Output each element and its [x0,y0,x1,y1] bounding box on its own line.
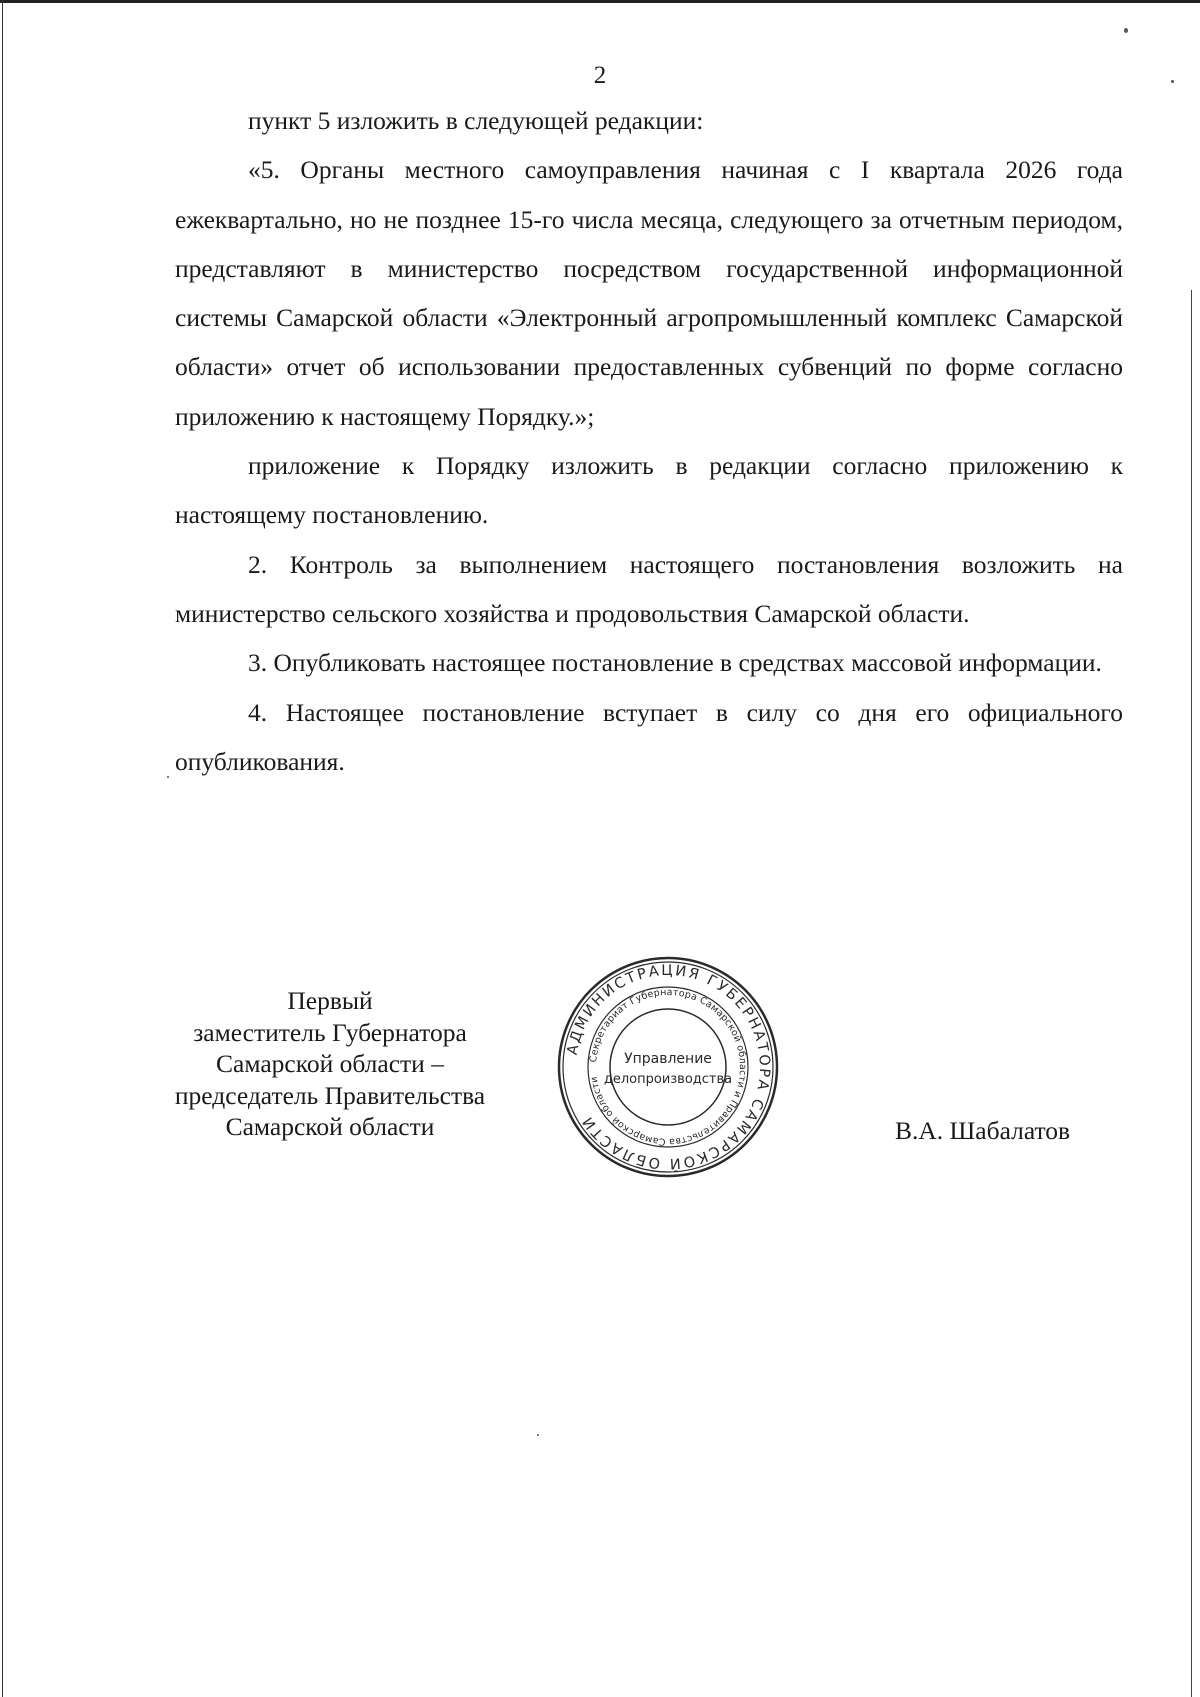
page-left-edge [2,0,3,1697]
official-stamp [556,955,780,1179]
page-number: 2 [593,62,607,89]
stamp-inner-ring [610,1009,726,1125]
signatory-name: В.А. Шабалатов [895,1116,1071,1145]
signatory-position-line: Первый [287,986,373,1015]
signatory-position-line: заместитель Губернатора [193,1017,467,1047]
page-right-edge [1191,290,1192,1697]
stamp-center-line-2: делопроизводства [603,1072,733,1087]
document-body [175,96,1123,786]
page-top-edge [0,0,1200,3]
paragraph-3-publish: 3. Опубликовать настоящее постановление в средствах массовой информации. [248,648,1102,678]
scan-speck [537,1434,539,1436]
signatory-position [150,985,510,1143]
paragraph-2-control: 2. Контроль за выполнением настоящего постановления возложить на министерство сельского хозяйства и продовольствия Самарской области. [175,549,1123,628]
paragraph-appendix: приложение к Порядку изложить в редакции согласно приложению к настоящему постановлению. [175,451,1123,530]
scan-speck [1171,80,1174,83]
stamp-inner-text: Секретариат Губернатора Самарской области и Правительства Самарской области [588,986,749,1148]
scan-speck [167,776,169,778]
paragraph-4-effective: 4. Настоящее постановление вступает в силу со дня его официального опубликования. [175,697,1123,776]
stamp-center-line-1: Управление [624,1051,712,1067]
scan-speck [1124,28,1128,33]
signatory-position-line: председатель Правительства [174,1080,486,1110]
signatory-position-line: Самарской области [225,1112,435,1141]
paragraph-item-5-intro: пункт 5 изложить в следующей редакции: [248,106,704,135]
paragraph-item-5-text: «5. Органы местного самоуправления начиная с I квартала 2026 года ежеквартально, но не позднее 15-го числа месяца, следующего за отчетным периодом, представляют в министерство посредством государственной информационной системы Самарской области «Электронный агропромышленный комплекс Самарской области» отчет об использовании предоставленных субвенций по форме согласно приложению к настоящему Порядку.»; [175,155,1123,431]
stamp-outer-text: АДМИНИСТРАЦИЯ ГУБЕРНАТОРА САМАРСКОЙ ОБЛАСТИ [564,962,773,1172]
signatory-position-line: Самарской области – [216,1049,444,1078]
